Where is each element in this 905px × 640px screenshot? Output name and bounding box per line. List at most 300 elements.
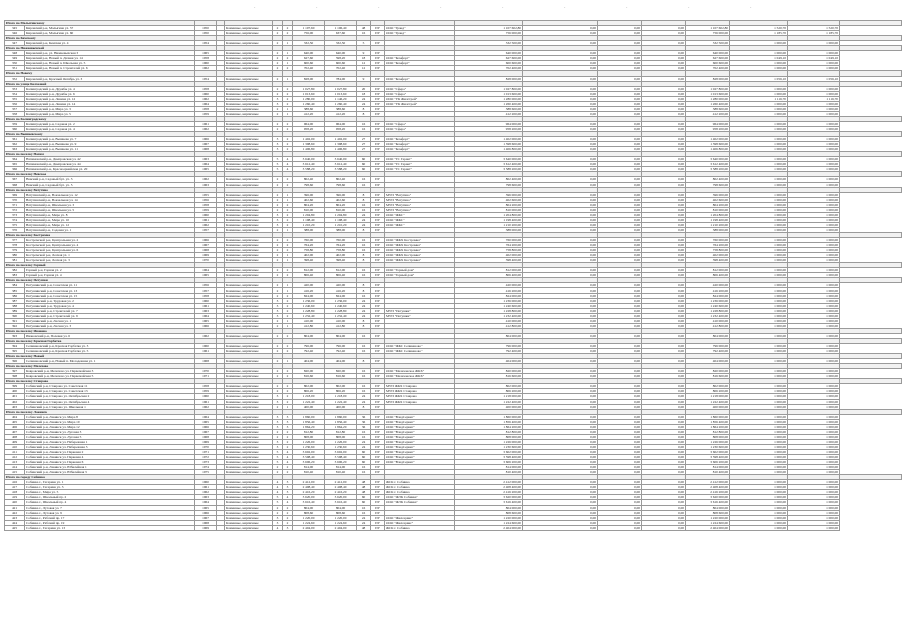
row-amount: 1 000,00 bbox=[788, 449, 840, 454]
row-year: 1961 bbox=[195, 121, 217, 126]
row-value: 3 bbox=[283, 490, 293, 495]
row-value: 24 bbox=[357, 399, 371, 404]
row-amount: 1 000,00 bbox=[730, 86, 788, 91]
row-value: 3 616,40 bbox=[325, 500, 357, 505]
row-value: 1 027,80 bbox=[325, 86, 357, 91]
row-value: 2 bbox=[283, 243, 293, 248]
row-amount: 404 000,00 bbox=[455, 359, 523, 364]
row-value: 824,00 bbox=[293, 293, 325, 298]
row-organization: ООО "Мелеховское ЖКХ" bbox=[385, 369, 455, 374]
row-number: 404 bbox=[5, 414, 25, 419]
row-amount: 0,00 bbox=[642, 212, 686, 217]
row-amount: 810 400,00 bbox=[455, 470, 523, 475]
row-value: 1 860,00 bbox=[293, 414, 325, 419]
row-amount: 0,00 bbox=[598, 389, 642, 394]
row-value: 2 bbox=[283, 349, 293, 354]
row-organization: ООО "Сфера" bbox=[385, 86, 455, 91]
row-amount: 1 402 000,00 bbox=[686, 137, 730, 142]
row-value: 416,20 bbox=[325, 288, 357, 293]
row-value: 764,20 bbox=[293, 243, 325, 248]
row-value: 1 402,00 bbox=[293, 137, 325, 142]
row-material: Каменные, кирпичные bbox=[225, 41, 273, 46]
row-number: 392 bbox=[5, 323, 25, 328]
row-value: ПУ bbox=[371, 510, 385, 515]
row-value: 798,60 bbox=[325, 182, 357, 187]
row-year: 1970 bbox=[195, 258, 217, 263]
row-value: 2 408,40 bbox=[293, 485, 325, 490]
row-amount: 0,00 bbox=[642, 238, 686, 243]
row-number: 354 bbox=[5, 91, 25, 96]
row-amount: 756 000,00 bbox=[686, 31, 730, 36]
row-value: 2 bbox=[283, 238, 293, 243]
row-value: ПУ bbox=[371, 515, 385, 520]
row-amount: 1 000,00 bbox=[788, 470, 840, 475]
row-amount: 1 000,00 bbox=[730, 283, 788, 288]
row-year: 1960 bbox=[195, 480, 217, 485]
row-material: Каменные, кирпичные bbox=[225, 167, 273, 172]
row-organization: ООО "ЖКХ Костромка" bbox=[385, 253, 455, 258]
row-amount: 1 000,00 bbox=[730, 197, 788, 202]
row-value: 3 640,00 bbox=[325, 157, 357, 162]
row-value: 808,00 bbox=[325, 434, 357, 439]
row-amount: 2 408 400,00 bbox=[686, 485, 730, 490]
row-address: Петушинский р-н, Советская ул. 11 bbox=[25, 283, 195, 288]
row-amount: 1 000,00 bbox=[788, 495, 840, 500]
row-year: 1958 bbox=[195, 384, 217, 389]
subtotal-cell bbox=[840, 187, 902, 192]
row-amount: 1 280 000,00 bbox=[455, 96, 523, 101]
row-amount: 416 200,00 bbox=[455, 288, 523, 293]
row-amount: 398 400,00 bbox=[686, 258, 730, 263]
row-amount: 0,00 bbox=[642, 273, 686, 278]
row-amount: 420 000,00 bbox=[455, 283, 523, 288]
row-value: 812,00 bbox=[325, 268, 357, 273]
row-value: 3 bbox=[273, 298, 283, 303]
row-amount: 1 856 400,00 bbox=[455, 419, 523, 424]
row-amount: 0,00 bbox=[523, 243, 598, 248]
row-value: 16 bbox=[357, 389, 371, 394]
row-value: 400,00 bbox=[293, 404, 325, 409]
row-address: Кировский р-н, Новый п. Дачная ул. 14 bbox=[25, 56, 195, 61]
row-amount: 1 000,00 bbox=[730, 404, 788, 409]
row-address: Собинский р-н, Лакинск ул. Набережная 1 bbox=[25, 439, 195, 444]
row-material: Каменные, кирпичные bbox=[225, 162, 273, 167]
row-value: 1 210,20 bbox=[293, 222, 325, 227]
row-year: 1967 bbox=[195, 243, 217, 248]
row-value: 396,00 bbox=[293, 192, 325, 197]
row-amount: 1 000,00 bbox=[730, 268, 788, 273]
row-amount: 0,00 bbox=[642, 374, 686, 379]
row-amount: 3 640 000,00 bbox=[686, 157, 730, 162]
row-amount: 0,00 bbox=[642, 283, 686, 288]
row-value: 16 bbox=[357, 369, 371, 374]
row-year: 1959 bbox=[195, 207, 217, 212]
row-material: Каменные, кирпичные bbox=[225, 308, 273, 313]
row-value: ПУ bbox=[371, 162, 385, 167]
row-amount: 0,00 bbox=[598, 444, 642, 449]
row-address: Петушинский р-н, Строителей ул. 9 bbox=[25, 313, 195, 318]
row-amount: 0,00 bbox=[523, 51, 598, 56]
row-amount: 0,00 bbox=[523, 91, 598, 96]
row-value: 1 224,60 bbox=[325, 520, 357, 525]
row-number: 369 bbox=[5, 192, 25, 197]
subtotal-cell bbox=[840, 172, 902, 177]
row-value: 8 bbox=[357, 111, 371, 116]
row-value: 2 bbox=[273, 192, 283, 197]
row-value: 2 bbox=[273, 505, 283, 510]
row-value: 27 bbox=[357, 142, 371, 147]
row-amount: 0,00 bbox=[598, 253, 642, 258]
row-year: 1962 bbox=[195, 66, 217, 71]
row-number: 393 bbox=[5, 333, 25, 338]
row-value: 804,20 bbox=[325, 202, 357, 207]
row-organization: ООО "ВладСервис" bbox=[385, 455, 455, 460]
row-amount: 0,00 bbox=[598, 26, 642, 31]
row-value: 1 218,00 bbox=[325, 394, 357, 399]
row-value: ПУ bbox=[371, 374, 385, 379]
row-amount: 0,00 bbox=[642, 217, 686, 222]
row-amount: 1 049,10 bbox=[730, 56, 788, 61]
row-amount: 332 500,00 bbox=[686, 41, 730, 46]
row-material: Каменные, кирпичные bbox=[225, 26, 273, 31]
row-value: ПУ bbox=[371, 419, 385, 424]
row-value: 3 602,00 bbox=[325, 449, 357, 454]
row-value: 4 bbox=[283, 500, 293, 505]
row-year: 1966 bbox=[195, 510, 217, 515]
row-value: 2 bbox=[273, 243, 283, 248]
row-address: Калинградский р-н, Ленина ул. 14 bbox=[25, 101, 195, 106]
row-value: 1 864,20 bbox=[293, 424, 325, 429]
row-value: 640,00 bbox=[325, 51, 357, 56]
row-amount: 0,00 bbox=[523, 212, 598, 217]
row-amount: 0,00 bbox=[598, 248, 642, 253]
row-number: 356 bbox=[5, 101, 25, 106]
row-amount: 0,00 bbox=[598, 217, 642, 222]
row-value: 24 bbox=[357, 444, 371, 449]
row-value: 1 222,40 bbox=[325, 399, 357, 404]
row-amount: 0,00 bbox=[642, 490, 686, 495]
row-amount: 0,00 bbox=[598, 238, 642, 243]
row-address: Ватутинский р-н, Мира ул. 8 bbox=[25, 212, 195, 217]
row-value: 8 bbox=[357, 197, 371, 202]
row-value: 1 bbox=[283, 106, 293, 111]
row-amount: 1 000,00 bbox=[788, 500, 840, 505]
row-value: 1 bbox=[283, 76, 293, 81]
subtotal-label: Итого по поселку Горный bbox=[5, 263, 195, 268]
row-value: 2 bbox=[273, 207, 283, 212]
row-value: 2 bbox=[283, 439, 293, 444]
row-value: 600,60 bbox=[325, 61, 357, 66]
row-material: Каменные, кирпичные bbox=[225, 525, 273, 530]
row-amount: 1 260 400,00 bbox=[686, 101, 730, 106]
row-value: 792,40 bbox=[293, 349, 325, 354]
row-organization: ООО "ЖКС" bbox=[385, 217, 455, 222]
row-value: 1 856,40 bbox=[293, 419, 325, 424]
row-value: ПУ bbox=[371, 101, 385, 106]
row-value: 1 bbox=[283, 318, 293, 323]
row-amount: 627 600,00 bbox=[455, 56, 523, 61]
row-value: ПУ bbox=[371, 490, 385, 495]
row-amount: 1 520,70 bbox=[788, 26, 840, 31]
row-amount: 0,00 bbox=[523, 96, 598, 101]
row-amount: 0,00 bbox=[642, 126, 686, 131]
subtotal-cell bbox=[840, 263, 902, 268]
row-amount: 0,00 bbox=[642, 414, 686, 419]
row-amount: 0,00 bbox=[598, 66, 642, 71]
row-material: Каменные, кирпичные bbox=[225, 495, 273, 500]
row-value: 2 bbox=[273, 465, 283, 470]
row-value: 1 220,00 bbox=[325, 515, 357, 520]
row-amount: 1 000,00 bbox=[730, 162, 788, 167]
row-amount: 0,00 bbox=[642, 288, 686, 293]
row-value: 410,00 bbox=[325, 318, 357, 323]
subtotal-label: Итого по Кемскому bbox=[5, 36, 195, 41]
row-number: 383 bbox=[5, 273, 25, 278]
row-material: Каменные, кирпичные bbox=[225, 449, 273, 454]
row-material: Каменные, кирпичные bbox=[225, 212, 273, 217]
row-amount: 1 860 000,00 bbox=[455, 414, 523, 419]
row-value: 1 013,60 bbox=[293, 91, 325, 96]
row-amount: 1 000,00 bbox=[730, 66, 788, 71]
row-material: Каменные, кирпичные bbox=[225, 374, 273, 379]
row-value: 2 bbox=[273, 248, 283, 253]
row-value: 2 bbox=[273, 318, 283, 323]
row-value: 5 bbox=[273, 167, 283, 172]
row-amount: 1 000,00 bbox=[788, 510, 840, 515]
row-year: 1960 bbox=[195, 394, 217, 399]
row-amount: 0,00 bbox=[523, 273, 598, 278]
row-organization: ООО "ВладСервис" bbox=[385, 460, 455, 465]
row-value: 2 bbox=[273, 349, 283, 354]
top-mark: · bbox=[440, 6, 442, 11]
row-amount: 1 000,00 bbox=[788, 222, 840, 227]
row-value: 2 bbox=[283, 217, 293, 222]
row-amount: 0,00 bbox=[642, 500, 686, 505]
row-value: 810,00 bbox=[293, 207, 325, 212]
row-value: 760,00 bbox=[293, 238, 325, 243]
row-amount: 1 107 602,80 bbox=[686, 26, 730, 31]
row-value: 1 027,80 bbox=[293, 86, 325, 91]
row-value: ПУ bbox=[371, 31, 385, 36]
row-amount: 0,00 bbox=[642, 404, 686, 409]
row-amount: 388 000,00 bbox=[455, 227, 523, 232]
row-amount: 1 520,70 bbox=[730, 26, 788, 31]
row-value: ПУ bbox=[371, 480, 385, 485]
row-number: 362 bbox=[5, 142, 25, 147]
row-amount: 1 000,00 bbox=[788, 374, 840, 379]
row-amount: 812 000,00 bbox=[455, 268, 523, 273]
row-value: 2 bbox=[283, 434, 293, 439]
row-amount: 3 612 400,00 bbox=[686, 162, 730, 167]
subtotal-label: Итого по поселку Костромка bbox=[5, 232, 195, 237]
row-year: 1956 bbox=[195, 197, 217, 202]
row-value: 2 bbox=[273, 333, 283, 338]
row-number: 416 bbox=[5, 480, 25, 485]
row-value: 1 106,40 bbox=[325, 26, 357, 31]
row-amount: 0,00 bbox=[523, 126, 598, 131]
row-value: 2 bbox=[273, 41, 283, 46]
row-amount: 627 600,00 bbox=[686, 56, 730, 61]
row-amount: 398 400,00 bbox=[455, 258, 523, 263]
row-value: 60 bbox=[357, 449, 371, 454]
row-value: 1 236,00 bbox=[325, 298, 357, 303]
row-amount: 1 000,00 bbox=[788, 258, 840, 263]
row-year: 1950 bbox=[195, 31, 217, 36]
row-amount: 0,00 bbox=[642, 61, 686, 66]
row-value: ПУ bbox=[371, 258, 385, 263]
row-value: 2 bbox=[283, 273, 293, 278]
row-amount: 1 000,00 bbox=[730, 258, 788, 263]
row-amount: 1 000,00 bbox=[730, 147, 788, 152]
row-address: Собинский р-н, Ставрово ул. Советская 13 bbox=[25, 389, 195, 394]
row-address: Петушинский р-н, Советская ул. 13 bbox=[25, 288, 195, 293]
row-amount: 1 000,00 bbox=[730, 485, 788, 490]
row-value: 16 bbox=[357, 273, 371, 278]
row-value: 2 bbox=[273, 273, 283, 278]
row-amount: 1 000,00 bbox=[788, 485, 840, 490]
row-number: 378 bbox=[5, 243, 25, 248]
row-value: 24 bbox=[357, 313, 371, 318]
row-year: 1959 bbox=[195, 111, 217, 116]
top-mark: · bbox=[688, 6, 690, 11]
row-value: 36 bbox=[357, 414, 371, 419]
row-amount: 764 200,00 bbox=[455, 243, 523, 248]
row-value: 2 bbox=[273, 258, 283, 263]
row-number: 351 bbox=[5, 66, 25, 71]
row-address: Собинский р-н, Лакинск ул. Луговая 3 bbox=[25, 429, 195, 434]
row-amount: 1 000,00 bbox=[788, 520, 840, 525]
row-value: 2 bbox=[273, 429, 283, 434]
row-organization: ООО "ВладСервис" bbox=[385, 434, 455, 439]
row-year: 1960 bbox=[195, 61, 217, 66]
row-amount: 3 588 200,00 bbox=[455, 167, 523, 172]
row-value: 810,40 bbox=[293, 470, 325, 475]
row-amount: 1 398 600,00 bbox=[686, 142, 730, 147]
row-amount: 0,00 bbox=[598, 197, 642, 202]
row-material: Каменные, кирпичные bbox=[225, 394, 273, 399]
row-value: 812,80 bbox=[293, 429, 325, 434]
row-address: Костромской р-н, Лесная ул. 3 bbox=[25, 258, 195, 263]
row-amount: 0,00 bbox=[523, 177, 598, 182]
row-value: 820,00 bbox=[293, 369, 325, 374]
row-value: 2 bbox=[273, 56, 283, 61]
subtotal-label: Итого по поселку Невское bbox=[5, 172, 195, 177]
row-amount: 0,00 bbox=[598, 404, 642, 409]
row-amount: 760 000,00 bbox=[686, 238, 730, 243]
row-year: 1961 bbox=[195, 217, 217, 222]
row-amount: 1 000,00 bbox=[788, 298, 840, 303]
row-value: 3 620,00 bbox=[325, 495, 357, 500]
row-amount: 806 400,00 bbox=[455, 273, 523, 278]
row-year: 1960 bbox=[195, 298, 217, 303]
row-value: 1 bbox=[283, 61, 293, 66]
row-amount: 0,00 bbox=[642, 525, 686, 530]
row-amount: 1 000,00 bbox=[788, 61, 840, 66]
row-organization: ООО "Комфорт" bbox=[385, 76, 455, 81]
row-value: 802,00 bbox=[293, 384, 325, 389]
row-amount: 0,00 bbox=[523, 197, 598, 202]
row-material: Каменные, кирпичные bbox=[225, 298, 273, 303]
row-value: 784,00 bbox=[325, 76, 357, 81]
row-amount: 804 000,00 bbox=[455, 333, 523, 338]
row-amount: 1 000,00 bbox=[788, 177, 840, 182]
row-amount: 1 000,00 bbox=[788, 455, 840, 460]
row-value: 1 bbox=[283, 258, 293, 263]
row-year: 1972 bbox=[195, 455, 217, 460]
row-organization: ООО "ТС Гарант" bbox=[385, 162, 455, 167]
row-value: 1 220,00 bbox=[293, 515, 325, 520]
row-year: 1963 bbox=[195, 182, 217, 187]
row-amount: 0,00 bbox=[642, 96, 686, 101]
row-amount: 1 000,00 bbox=[730, 374, 788, 379]
row-amount: 1 280 000,00 bbox=[686, 96, 730, 101]
row-value: ПУ bbox=[371, 177, 385, 182]
row-value: ПУ bbox=[371, 167, 385, 172]
row-address: Селивановский р-н, Новый п. Молодежная ул. 1 bbox=[25, 359, 195, 364]
row-material: Каменные, кирпичные bbox=[225, 429, 273, 434]
row-amount: 0,00 bbox=[642, 167, 686, 172]
subtotal-cell bbox=[840, 116, 902, 121]
row-amount: 0,00 bbox=[598, 293, 642, 298]
row-value: 2 bbox=[283, 303, 293, 308]
row-amount: 332 500,00 bbox=[455, 41, 523, 46]
row-material: Каменные, кирпичные bbox=[225, 344, 273, 349]
row-number: 384 bbox=[5, 283, 25, 288]
row-amount: 0,00 bbox=[523, 344, 598, 349]
row-amount: 1 000,00 bbox=[730, 91, 788, 96]
row-value: 2 bbox=[283, 177, 293, 182]
row-value: 388,00 bbox=[293, 227, 325, 232]
row-amount: 0,00 bbox=[642, 485, 686, 490]
row-amount: 1 000,00 bbox=[730, 419, 788, 424]
row-amount: 1 000,00 bbox=[730, 384, 788, 389]
row-material: Каменные, кирпичные bbox=[225, 51, 273, 56]
row-amount: 958 200,00 bbox=[686, 126, 730, 131]
row-year: 1961 bbox=[195, 399, 217, 404]
row-value: 1 210,20 bbox=[325, 222, 357, 227]
row-number: 418 bbox=[5, 490, 25, 495]
row-amount: 0,00 bbox=[642, 147, 686, 152]
top-mark: · bbox=[316, 6, 318, 11]
row-amount: 0,00 bbox=[523, 26, 598, 31]
row-amount: 0,00 bbox=[523, 495, 598, 500]
row-amount: 412 800,00 bbox=[686, 323, 730, 328]
row-amount: 0,00 bbox=[598, 465, 642, 470]
row-amount: 1 000,00 bbox=[730, 61, 788, 66]
row-amount: 2 416 200,00 bbox=[455, 490, 523, 495]
row-value: 5 bbox=[273, 449, 283, 454]
row-value: 16 bbox=[357, 374, 371, 379]
row-amount: 808 600,00 bbox=[455, 510, 523, 515]
row-amount: 0,00 bbox=[523, 449, 598, 454]
row-value: 12 bbox=[357, 61, 371, 66]
row-value: 1 856,40 bbox=[325, 419, 357, 424]
row-value: 2 bbox=[283, 333, 293, 338]
row-value: 8 bbox=[357, 318, 371, 323]
row-material: Каменные, кирпичные bbox=[225, 515, 273, 520]
row-amount: 1 000,00 bbox=[730, 111, 788, 116]
row-number: 345 bbox=[5, 26, 25, 31]
row-amount: 964 000,00 bbox=[455, 121, 523, 126]
row-value: 2 bbox=[273, 389, 283, 394]
row-amount: 0,00 bbox=[523, 374, 598, 379]
row-year: 1960 bbox=[195, 344, 217, 349]
row-amount: 1 218 000,00 bbox=[455, 394, 523, 399]
row-organization: ООО "Горный дом" bbox=[385, 268, 455, 273]
row-number: 353 bbox=[5, 86, 25, 91]
row-amount: 0,00 bbox=[598, 86, 642, 91]
row-address: Собинка г., Рабочий пр. 19 bbox=[25, 520, 195, 525]
